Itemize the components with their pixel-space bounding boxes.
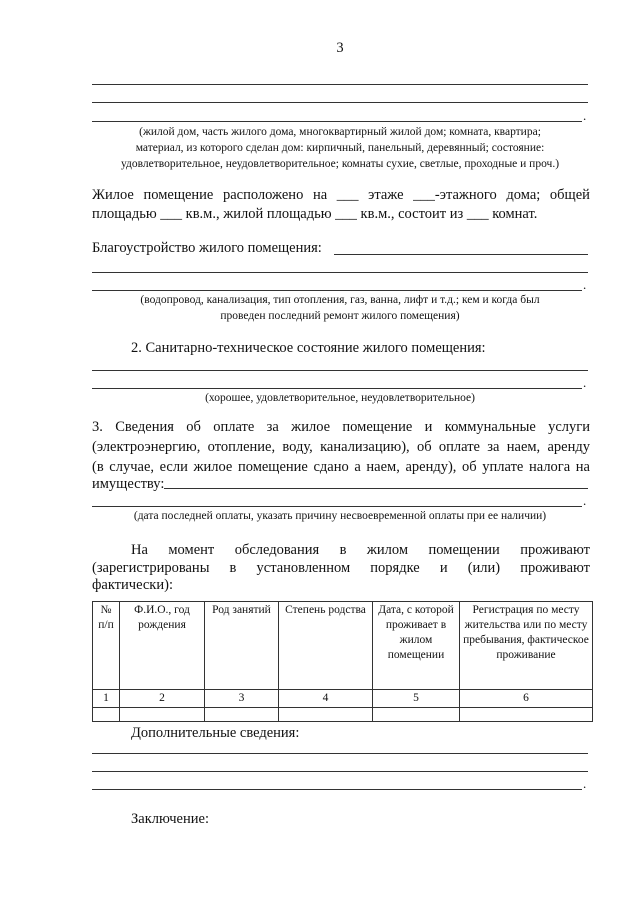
- word: помещении: [428, 542, 500, 558]
- amenities-note: [80, 292, 600, 324]
- table-header-cell: Ф.И.О., год рождения: [120, 602, 205, 690]
- fill-line[interactable]: [164, 488, 588, 489]
- word: (или): [467, 560, 501, 576]
- fill-line[interactable]: [92, 753, 588, 754]
- conclusion-label: Заключение:: [131, 811, 209, 827]
- amenities-note-line: проведен последний ремонт жилого помещения): [220, 310, 460, 322]
- table-cell[interactable]: [460, 708, 593, 722]
- word: общей: [549, 187, 590, 203]
- amenities-label: Благоустройство жилого помещения:: [92, 240, 322, 256]
- fill-line[interactable]: [92, 272, 588, 273]
- fill-line[interactable]: [92, 121, 582, 122]
- table-header-cell: Регистрация по месту жительства или по месту пребывания, фактическое проживание: [460, 602, 593, 690]
- dwelling-note-line: (жилой дом, часть жилого дома, многоквартирный жилой дом; комната, квартира;: [139, 126, 541, 138]
- line-end-dot: .: [583, 776, 587, 791]
- word: в: [229, 560, 237, 576]
- page-number: 3: [336, 40, 344, 56]
- word: проживают: [520, 542, 590, 558]
- word: жилом: [366, 542, 409, 558]
- table-cell[interactable]: [93, 708, 120, 722]
- location-line-2: площадью ___ кв.м., жилой площадью ___ кв.м., состоит из ___ комнат.: [92, 206, 538, 222]
- section3-line: 3. Сведения об оплате за жилое помещение и коммунальные услуги: [92, 419, 590, 435]
- word: На: [131, 542, 148, 558]
- table-header-cell: Дата, с которой проживает в жилом помещении: [373, 602, 460, 690]
- table-header-cell: Степень родства: [279, 602, 373, 690]
- fill-line[interactable]: [92, 370, 588, 371]
- table-number-row: [93, 690, 593, 708]
- table-cell: 6: [460, 690, 593, 708]
- word: (зарегистрированы: [92, 560, 210, 576]
- word: дома;: [506, 187, 541, 203]
- table-cell[interactable]: [373, 708, 460, 722]
- dwelling-note: [80, 124, 600, 172]
- table-cell[interactable]: [205, 708, 279, 722]
- table-cell: 2: [120, 690, 205, 708]
- word: расположено: [222, 187, 304, 203]
- word: этаже: [368, 187, 404, 203]
- fill-line[interactable]: [92, 388, 582, 389]
- word: обследования: [234, 542, 320, 558]
- fill-line[interactable]: [334, 254, 588, 255]
- fill-line[interactable]: [92, 771, 588, 772]
- location-line-1: [92, 185, 590, 205]
- section3-note: (дата последней оплаты, указать причину несвоевременной оплаты при ее наличии): [133, 510, 547, 522]
- dwelling-note-line: удовлетворительное, неудовлетворительное; комнаты сухие, светлые, проходные и проч.): [120, 158, 560, 170]
- word: проживают: [520, 560, 590, 576]
- table-cell: 1: [93, 690, 120, 708]
- table-cell: 3: [205, 690, 279, 708]
- word: и: [439, 560, 448, 576]
- residents-intro-line-3: фактически):: [92, 577, 173, 593]
- fill-line[interactable]: [92, 102, 588, 103]
- word: в: [339, 542, 347, 558]
- word: Жилое: [92, 187, 134, 203]
- fill-line[interactable]: [92, 290, 582, 291]
- word: момент: [168, 542, 215, 558]
- line-end-dot: .: [583, 375, 587, 390]
- table-row[interactable]: [93, 708, 593, 722]
- section3-line: (в случае, если жилое помещение сдано а наем, аренду), об уплате налога на: [92, 459, 590, 475]
- section2-heading: 2. Санитарно-техническое состояние жилого помещения:: [131, 340, 486, 356]
- section3-last-label: имуществу:: [92, 476, 165, 492]
- table-header-cell: Род занятий: [205, 602, 279, 690]
- word: ___-этажного: [413, 187, 497, 203]
- table-cell: 5: [373, 690, 460, 708]
- line-end-dot: .: [583, 277, 587, 292]
- fill-line[interactable]: [92, 84, 588, 85]
- word: порядке: [370, 560, 420, 576]
- word: на: [312, 187, 328, 203]
- table-cell[interactable]: [120, 708, 205, 722]
- residents-table: [92, 601, 593, 722]
- amenities-note-line: (водопровод, канализация, тип отопления, газ, ванна, лифт и т.д.; кем и когда был: [140, 294, 540, 306]
- table-header-cell: № п/п: [93, 602, 120, 690]
- line-end-dot: .: [583, 108, 587, 123]
- additional-label: Дополнительные сведения:: [131, 725, 300, 741]
- table-header-row: [93, 602, 593, 690]
- table-cell[interactable]: [279, 708, 373, 722]
- dwelling-note-line: материал, из которого сделан дом: кирпичный, панельный, деревянный; состояние:: [135, 142, 545, 154]
- word: ___: [336, 187, 359, 203]
- table-cell: 4: [279, 690, 373, 708]
- section2-note: (хорошее, удовлетворительное, неудовлетворительное): [205, 392, 475, 404]
- section3-line: (электроэнергию, отопление, воду, канализацию), об оплате за наем, аренду: [92, 439, 590, 455]
- line-end-dot: .: [583, 493, 587, 508]
- word: помещение: [143, 187, 214, 203]
- fill-line[interactable]: [92, 506, 582, 507]
- word: установленном: [256, 560, 351, 576]
- residents-intro-line-1: [131, 540, 590, 560]
- fill-line[interactable]: [92, 789, 582, 790]
